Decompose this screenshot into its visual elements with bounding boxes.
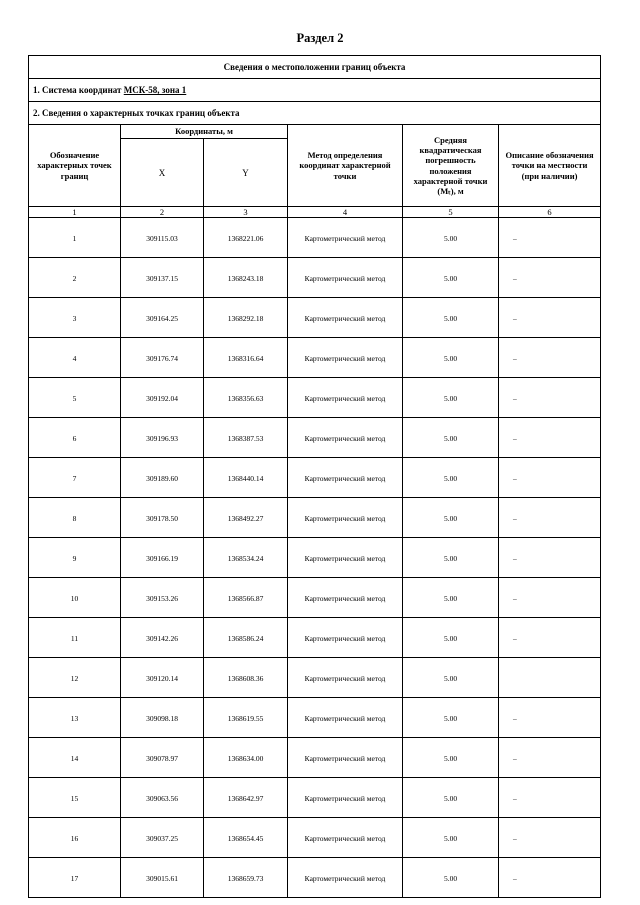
description-cell: – xyxy=(499,818,601,858)
x-coordinate-cell: 309098.18 xyxy=(121,698,204,738)
column-number: 2 xyxy=(121,207,204,218)
table-row xyxy=(29,818,601,858)
accuracy-cell: 5.00 xyxy=(403,778,499,818)
point-number-cell: 11 xyxy=(29,618,121,658)
point-number-cell: 15 xyxy=(29,778,121,818)
accuracy-cell: 5.00 xyxy=(403,498,499,538)
method-cell: Картометрический метод xyxy=(288,218,403,258)
accuracy-cell: 5.00 xyxy=(403,818,499,858)
description-cell: – xyxy=(499,298,601,338)
method-cell: Картометрический метод xyxy=(288,818,403,858)
table-row xyxy=(29,258,601,298)
x-coordinate-cell: 309078.97 xyxy=(121,738,204,778)
point-number-cell: 2 xyxy=(29,258,121,298)
accuracy-cell: 5.00 xyxy=(403,538,499,578)
table-row xyxy=(29,778,601,818)
x-coordinate-cell: 309196.93 xyxy=(121,418,204,458)
table-row xyxy=(29,698,601,738)
column-number: 5 xyxy=(403,207,499,218)
description-cell: – xyxy=(499,738,601,778)
table-row xyxy=(29,618,601,658)
y-coordinate-cell: 1368586.24 xyxy=(204,618,288,658)
description-cell: – xyxy=(499,858,601,898)
y-coordinate-cell: 1368619.55 xyxy=(204,698,288,738)
description-cell: – xyxy=(499,778,601,818)
accuracy-cell: 5.00 xyxy=(403,378,499,418)
table-row xyxy=(29,458,601,498)
point-number-cell: 8 xyxy=(29,498,121,538)
method-cell: Картометрический метод xyxy=(288,458,403,498)
coord-system-row xyxy=(29,79,601,102)
method-cell: Картометрический метод xyxy=(288,538,403,578)
accuracy-cell: 5.00 xyxy=(403,738,499,778)
y-coordinate-cell: 1368566.87 xyxy=(204,578,288,618)
method-cell: Картометрический метод xyxy=(288,418,403,458)
table-row xyxy=(29,578,601,618)
accuracy-cell: 5.00 xyxy=(403,338,499,378)
table-row xyxy=(29,218,601,258)
y-coordinate-cell: 1368608.36 xyxy=(204,658,288,698)
table-row xyxy=(29,858,601,898)
point-number-cell: 13 xyxy=(29,698,121,738)
table-row xyxy=(29,658,601,698)
method-cell: Картометрический метод xyxy=(288,618,403,658)
section-heading: 2. Сведения о характерных точках границ объекта xyxy=(29,102,601,125)
method-cell: Картометрический метод xyxy=(288,858,403,898)
point-number-cell: 14 xyxy=(29,738,121,778)
x-coordinate-cell: 309137.15 xyxy=(121,258,204,298)
point-number-cell: 6 xyxy=(29,418,121,458)
description-cell: – xyxy=(499,418,601,458)
x-coordinate-cell: 309178.50 xyxy=(121,498,204,538)
y-coordinate-cell: 1368292.18 xyxy=(204,298,288,338)
header-row-1 xyxy=(29,125,601,139)
description-cell: – xyxy=(499,338,601,378)
description-cell: – xyxy=(499,258,601,298)
accuracy-cell: 5.00 xyxy=(403,258,499,298)
x-coordinate-cell: 309153.26 xyxy=(121,578,204,618)
y-coordinate-cell: 1368221.06 xyxy=(204,218,288,258)
header-accuracy: Средняя квадратическая погрешность положения характерной точки (Mₜ), м xyxy=(403,125,499,207)
table-row xyxy=(29,498,601,538)
table-row xyxy=(29,338,601,378)
column-numbers-row xyxy=(29,207,601,218)
y-coordinate-cell: 1368387.53 xyxy=(204,418,288,458)
coord-system-cell xyxy=(29,79,601,102)
method-cell: Картометрический метод xyxy=(288,338,403,378)
description-cell: – xyxy=(499,618,601,658)
point-number-cell: 17 xyxy=(29,858,121,898)
accuracy-cell: 5.00 xyxy=(403,618,499,658)
method-cell: Картометрический метод xyxy=(288,698,403,738)
point-number-cell: 3 xyxy=(29,298,121,338)
y-coordinate-cell: 1368634.00 xyxy=(204,738,288,778)
accuracy-cell: 5.00 xyxy=(403,658,499,698)
column-number: 4 xyxy=(288,207,403,218)
point-number-cell: 10 xyxy=(29,578,121,618)
coord-system-prefix: 1. Система координат xyxy=(33,85,124,95)
coord-system-value: МСК-58, зона 1 xyxy=(123,85,187,95)
header-x: X xyxy=(121,139,204,207)
table-row xyxy=(29,738,601,778)
column-number: 6 xyxy=(499,207,601,218)
description-cell: – xyxy=(499,538,601,578)
y-coordinate-cell: 1368316.64 xyxy=(204,338,288,378)
description-cell: – xyxy=(499,578,601,618)
method-cell: Картометрический метод xyxy=(288,258,403,298)
header-point: Обозначение характерных точек границ xyxy=(29,125,121,207)
description-cell: – xyxy=(499,458,601,498)
method-cell: Картометрический метод xyxy=(288,658,403,698)
table-row xyxy=(29,418,601,458)
method-cell: Картометрический метод xyxy=(288,578,403,618)
table-row xyxy=(29,538,601,578)
description-cell: – xyxy=(499,498,601,538)
x-coordinate-cell: 309063.56 xyxy=(121,778,204,818)
header-coordinates: Координаты, м xyxy=(121,125,288,139)
y-coordinate-cell: 1368642.97 xyxy=(204,778,288,818)
section-heading-row xyxy=(29,102,601,125)
x-coordinate-cell: 309015.61 xyxy=(121,858,204,898)
x-coordinate-cell: 309189.60 xyxy=(121,458,204,498)
description-cell: – xyxy=(499,378,601,418)
method-cell: Картометрический метод xyxy=(288,738,403,778)
description-cell: – xyxy=(499,218,601,258)
x-coordinate-cell: 309176.74 xyxy=(121,338,204,378)
point-number-cell: 16 xyxy=(29,818,121,858)
y-coordinate-cell: 1368356.63 xyxy=(204,378,288,418)
x-coordinate-cell: 309037.25 xyxy=(121,818,204,858)
header-y: Y xyxy=(204,139,288,207)
accuracy-cell: 5.00 xyxy=(403,578,499,618)
method-cell: Картометрический метод xyxy=(288,498,403,538)
accuracy-cell: 5.00 xyxy=(403,218,499,258)
header-description: Описание обозначения точки на местности (при наличии) xyxy=(499,125,601,207)
column-number: 1 xyxy=(29,207,121,218)
x-coordinate-cell: 309120.14 xyxy=(121,658,204,698)
point-number-cell: 4 xyxy=(29,338,121,378)
page-title: Раздел 2 xyxy=(296,31,344,45)
accuracy-cell: 5.00 xyxy=(403,858,499,898)
description-cell: – xyxy=(499,698,601,738)
header-method: Метод определения координат характерной точки xyxy=(288,125,403,207)
table-title: Сведения о местоположении границ объекта xyxy=(29,56,601,79)
method-cell: Картометрический метод xyxy=(288,298,403,338)
accuracy-cell: 5.00 xyxy=(403,698,499,738)
accuracy-cell: 5.00 xyxy=(403,418,499,458)
y-coordinate-cell: 1368654.45 xyxy=(204,818,288,858)
accuracy-cell: 5.00 xyxy=(403,298,499,338)
accuracy-cell: 5.00 xyxy=(403,458,499,498)
x-coordinate-cell: 309192.04 xyxy=(121,378,204,418)
point-number-cell: 9 xyxy=(29,538,121,578)
column-number: 3 xyxy=(204,207,288,218)
x-coordinate-cell: 309115.03 xyxy=(121,218,204,258)
y-coordinate-cell: 1368659.73 xyxy=(204,858,288,898)
table-row xyxy=(29,298,601,338)
method-cell: Картометрический метод xyxy=(288,778,403,818)
point-number-cell: 5 xyxy=(29,378,121,418)
x-coordinate-cell: 309166.19 xyxy=(121,538,204,578)
point-number-cell: 7 xyxy=(29,458,121,498)
point-number-cell: 12 xyxy=(29,658,121,698)
point-number-cell: 1 xyxy=(29,218,121,258)
y-coordinate-cell: 1368534.24 xyxy=(204,538,288,578)
x-coordinate-cell: 309142.26 xyxy=(121,618,204,658)
y-coordinate-cell: 1368492.27 xyxy=(204,498,288,538)
y-coordinate-cell: 1368440.14 xyxy=(204,458,288,498)
table-row xyxy=(29,378,601,418)
table-title-row xyxy=(29,56,601,79)
method-cell: Картометрический метод xyxy=(288,378,403,418)
y-coordinate-cell: 1368243.18 xyxy=(204,258,288,298)
boundary-points-table xyxy=(28,55,601,898)
x-coordinate-cell: 309164.25 xyxy=(121,298,204,338)
description-cell xyxy=(499,658,601,698)
